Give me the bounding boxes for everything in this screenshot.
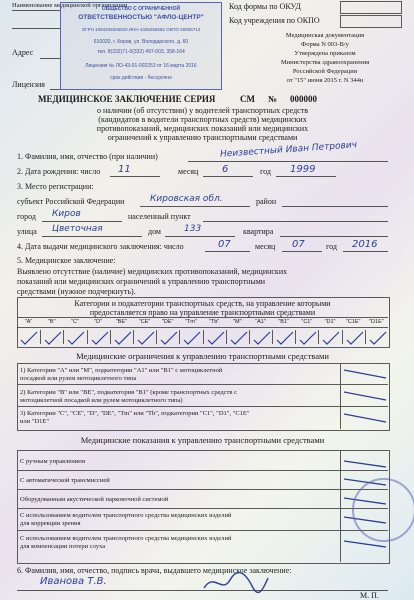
conclusion-text-1: Выявлено отсутствие (наличие) медицинских противопоказаний, медицинских	[17, 267, 288, 276]
category-header: "Tm"	[184, 319, 197, 325]
issue-year-label: год	[326, 242, 337, 251]
restriction-3-line-1: 3) Категории "C", "CE", "D", "DE", "Tm" или "Tb", подкатегории "C1", "D1", "C1E"	[20, 410, 250, 417]
okud-label: Код формы по ОКУД	[229, 2, 301, 11]
certificate-title: МЕДИЦИНСКОЕ ЗАКЛЮЧЕНИЕ СЕРИЯ	[38, 94, 216, 104]
categories-heading-2: предоставляется право на управление транспортными средствами	[89, 308, 316, 317]
city-value: Киров	[52, 209, 81, 219]
stamp-line-7: срок действия - бессрочно	[110, 75, 172, 81]
house-value: 133	[184, 224, 202, 234]
subject-label: субъект Российской Федерации	[17, 197, 125, 206]
org-address-label: Адрес	[12, 48, 34, 57]
org-name-label: Наименование медицинской организации	[12, 2, 128, 9]
field-6-label: 6. Фамилия, имя, отчество, подпись врача, выдавшего медицинское заключение:	[17, 566, 292, 575]
field-3-label: 3. Место регистрации:	[17, 182, 94, 191]
series-label: СМ	[240, 94, 255, 104]
district-label: район	[256, 197, 277, 206]
category-cell	[156, 330, 180, 344]
indication-5-line-2: для компенсации потери слуха	[20, 543, 106, 550]
category-header: "B1"	[278, 319, 289, 325]
number-sign: №	[268, 94, 278, 104]
category-header: "D1E"	[369, 319, 384, 325]
house-label: дом	[148, 227, 161, 236]
stamp-line-1: ОБЩЕСТВО С ОГРАНИЧЕННОЙ	[101, 6, 181, 12]
ministry-line-1: Министерства здравоохранения	[280, 59, 370, 66]
category-header: "C1E"	[345, 319, 361, 325]
category-header: "Tb"	[208, 319, 220, 325]
issue-month-value: 07	[292, 239, 305, 250]
round-seal	[352, 478, 414, 542]
category-header: "CE"	[138, 319, 151, 325]
certificate-number: 000000	[290, 94, 317, 104]
category-cell	[249, 330, 273, 344]
category-cell	[295, 330, 319, 344]
stamp-line-4: 610020, г. Киров, ул. Володарского, д. 60	[93, 39, 189, 45]
doctor-signature	[200, 570, 270, 596]
category-header: "DE"	[161, 319, 174, 325]
restriction-1-line-1: 1) Категории "A" или "M", подкатегории "A1" или "B1" с мотоциклетной	[20, 367, 223, 374]
title-sub-1: о наличии (об отсутствии) у водителей транспортных средств	[97, 106, 308, 115]
title-sub-2: (кандидатов в водители транспортных средств) медицинских	[98, 115, 307, 124]
field-1-label: 1. Фамилия, имя, отчество (при наличии)	[17, 152, 158, 161]
indications-heading: Медицинские показания к управлению транспортными средствами	[80, 435, 325, 445]
city-label: город	[17, 212, 36, 221]
field-5-label: 5. Медицинское заключение:	[17, 256, 116, 265]
street-value: Цветочная	[52, 224, 103, 234]
category-header: "D1"	[324, 319, 336, 325]
org-license-label: Лицензия	[12, 80, 45, 89]
title-sub-3: противопоказаний, медицинских показаний или медицинских	[96, 124, 309, 133]
okpo-label: Код учреждения по ОКПО	[229, 16, 320, 25]
order-date: от "15" июня 2015 г. N 344н	[286, 77, 364, 84]
indication-5-line-1: С использованием водителем транспортного средства медицинских изделий	[20, 535, 232, 542]
stamp-line-6: Лицензия № ЛО-43-01-002253 от 16 марта 2016	[85, 63, 197, 69]
settlement-label: населенный пункт	[128, 212, 191, 221]
full-name-value: Неизвестный Иван Петрович	[219, 140, 358, 160]
doctor-name-value: Иванова Т.В.	[40, 576, 107, 587]
conclusion-text-3: средствами (нужное подчеркнуть).	[17, 287, 136, 296]
stamp-line-5: тел. 8(332)71-0(332) 497-003, 358-164	[97, 49, 185, 55]
birth-year-value: 1999	[290, 164, 316, 175]
stamp-line-2: ОТВЕТСТВЕННОСТЬЮ "АФЛО-ЦЕНТР"	[78, 14, 204, 21]
category-header: "A1"	[255, 319, 266, 325]
birth-day-value: 11	[118, 164, 131, 175]
category-cell	[272, 330, 296, 344]
restriction-1-line-2: посадкой или рулем мотоциклетного типа	[20, 375, 137, 382]
restrictions-cross-out-mark	[342, 364, 388, 428]
category-header: "C"	[71, 319, 79, 325]
street-label: улица	[17, 227, 37, 236]
birth-month-label: месяц	[178, 167, 199, 176]
restrictions-heading: Медицинские ограничения к управлению транспортными средствами	[76, 351, 329, 361]
field-4-label: 4. Дата выдачи медицинского заключения: число	[17, 242, 184, 251]
conclusion-text-2: показаний или медицинских ограничений к управлению транспортными	[17, 277, 266, 286]
categories-heading-1: Категории и подкатегории транспортных средств, на управление которыми	[74, 299, 331, 308]
restriction-3-line-2: или "D1E"	[20, 418, 50, 425]
issue-month-label: месяц	[255, 242, 276, 251]
category-header: "D"	[94, 319, 103, 325]
indication-1: С ручным управлением	[20, 458, 86, 465]
indication-2: С автоматической трансмиссией	[20, 477, 110, 484]
birth-month-value: 6	[222, 164, 229, 175]
category-header: "BE"	[115, 319, 127, 325]
category-cell	[203, 330, 227, 344]
restriction-2-line-2: мотоциклетной посадкой или рулем мотоциклетного типа)	[20, 397, 183, 404]
category-cell	[63, 330, 87, 344]
restriction-2-line-1: 2) Категории "B" или "BE", подкатегория "B1" (кроме транспортных средств с	[20, 389, 237, 396]
stamp-line-3: ОГРН 1094345006920 ИНН 4345255562 ОКПО 60605712	[81, 27, 201, 32]
subject-value: Кировская обл.	[150, 194, 223, 204]
category-cell	[365, 330, 389, 344]
flat-label: квартира	[243, 227, 274, 236]
issue-year-value: 2016	[352, 239, 378, 250]
category-cell	[40, 330, 64, 344]
doc-type: Медицинская документация	[285, 32, 365, 39]
category-cell	[226, 330, 250, 344]
category-cell	[133, 330, 157, 344]
mp-label: М. П.	[360, 591, 379, 600]
category-cell	[342, 330, 366, 344]
category-header: "B"	[47, 319, 56, 325]
category-header: "C1"	[301, 319, 313, 325]
form-number: Форма N 003-В/у	[301, 41, 349, 48]
indication-4-line-2: для коррекции зрения	[20, 520, 81, 527]
indication-4-line-1: С использованием водителем транспортного средства медицинских изделий	[20, 512, 232, 519]
organization-stamp	[60, 2, 222, 90]
title-sub-4: ограничений к управлению транспортными средствами	[107, 133, 298, 142]
birth-year-label: год	[260, 167, 271, 176]
ministry-line-2: Российской Федерации	[292, 68, 358, 75]
category-cell	[110, 330, 134, 344]
okud-box	[340, 1, 402, 14]
category-cell	[17, 330, 40, 344]
field-2-label: 2. Дата рождения: число	[17, 167, 101, 176]
category-header: "M"	[233, 319, 242, 325]
category-cell	[87, 330, 111, 344]
issue-day-value: 07	[218, 239, 231, 250]
category-cell	[318, 330, 342, 344]
category-header: "A"	[24, 319, 33, 325]
approved-by: Утверждена приказом	[294, 50, 356, 57]
indication-3: Оборудованным акустической парковочной системой	[20, 496, 169, 503]
okpo-box	[340, 15, 402, 28]
category-cell	[179, 330, 203, 344]
